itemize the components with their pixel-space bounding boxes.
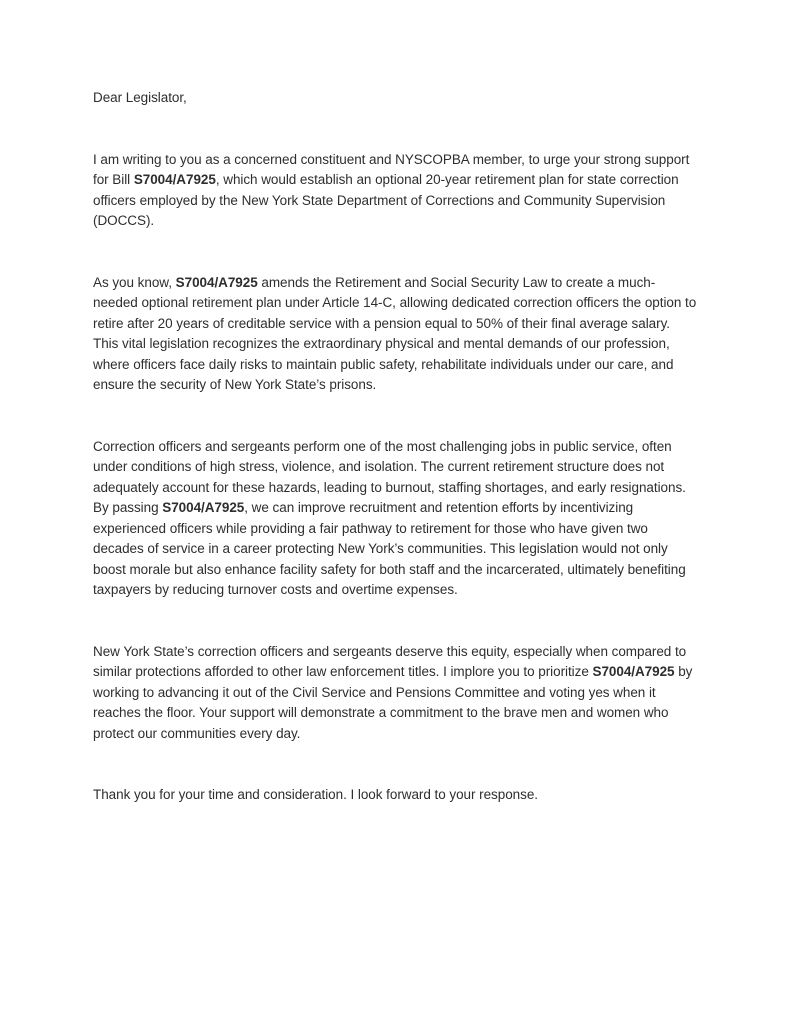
bill-number-bold: S7004/A7925 xyxy=(133,172,216,187)
paragraph xyxy=(93,150,698,232)
paragraph xyxy=(93,273,698,396)
paragraph-text: amends the Retirement and Social Security Law to create a much-needed optional retirement plan under Article 14-C, allowing dedicated correction officers the option to retire after 20 years of creditable service with a pension equal to 50% of their final average salary. This vital legislation recognizes the extraordinary physical and mental demands of our profession, where officers face daily risks to maintain public safety, rehabilitate individuals under our care, and ensure the security of New York State’s prisons. xyxy=(93,274,697,392)
paragraph xyxy=(93,437,698,601)
paragraph-text: I am writing to you as a concerned constituent and NYSCOPBA member, to urge your strong support for Bill xyxy=(93,151,690,187)
bill-number-bold: S7004/A7925 xyxy=(592,664,675,679)
bill-number-bold: S7004/A7925 xyxy=(175,274,258,290)
paragraph-text: Thank you for your time and consideration. I look forward to your response. xyxy=(93,787,538,802)
paragraph-text: Correction officers and sergeants perform one of the most challenging jobs in public service, often under conditions of high stress, violence, and isolation. The current retirement structure does not adequately account for these hazards, leading to burnout, staffing shortages, and early resignations. By passing xyxy=(93,438,686,515)
paragraph-text: New York State’s correction officers and sergeants deserve this equity, especially when compared to similar protections afforded to other law enforcement titles. I implore you to prioritize xyxy=(93,643,687,679)
paragraph-text: , we can improve recruitment and retention efforts by incentivizing experienced officers while providing a fair pathway to retirement for those who have given two decades of service in a career protecting New York’s communities. This legislation would not only boost morale but also enhance facility safety for both staff and the incarcerated, ultimately benefiting taxpayers by reducing turnover costs and overtime expenses. xyxy=(93,500,686,597)
paragraph-text: , which would establish an optional 20-year retirement plan for state correction officers employed by the New York State Department of Corrections and Community Supervision (DOCCS). xyxy=(93,172,679,228)
bill-number-bold: S7004/A7925 xyxy=(162,500,245,515)
paragraph xyxy=(93,785,698,806)
letter-body xyxy=(93,150,698,806)
salutation: Dear Legislator, xyxy=(93,90,187,105)
paragraph-text: As you know, xyxy=(93,274,176,290)
paragraph-text: by working to advancing it out of the Civil Service and Pensions Committee and voting yes when it reaches the floor. Your support will demonstrate a commitment to the brave men and women who protect our communities every day. xyxy=(93,664,693,741)
paragraph xyxy=(93,642,698,745)
